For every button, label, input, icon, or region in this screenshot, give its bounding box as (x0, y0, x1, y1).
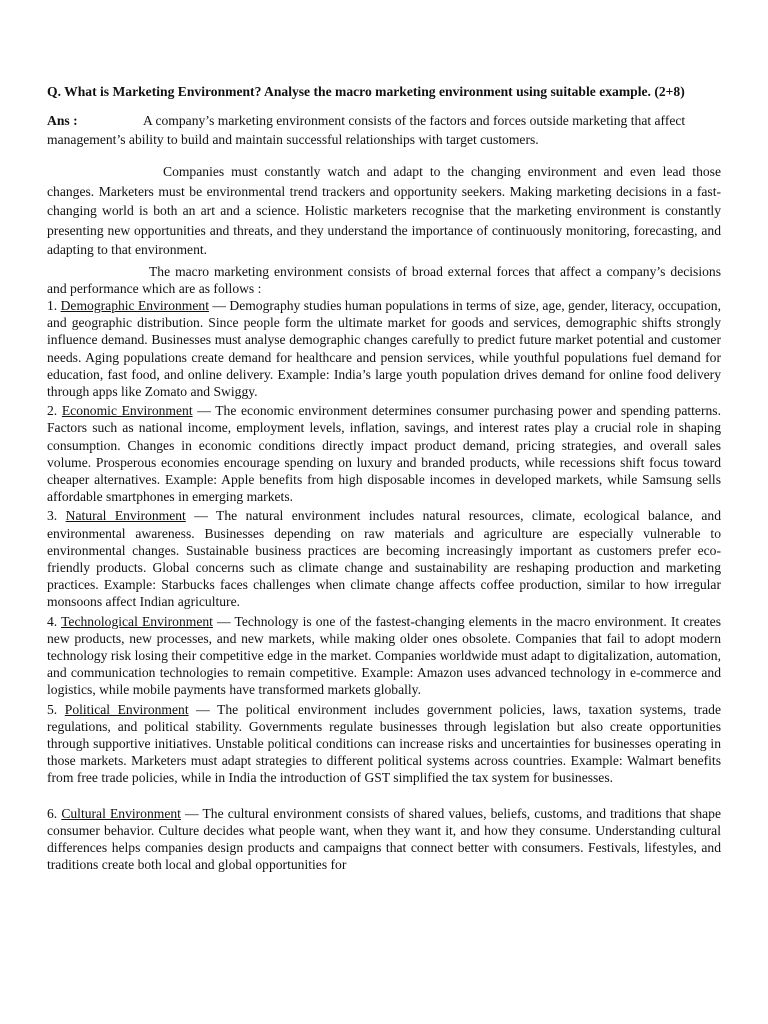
spacer (47, 789, 721, 805)
item-text: — The cultural environment consists of shared values, beliefs, customs, and traditions that shape consumer behavior. Culture decides what people want, when they want it, and how they consume. Understanding cultural differences helps companies design products and campaigns that connect better with consumers. Festivals, lifestyles, and traditions create both local and global opportunities for (47, 805, 721, 873)
item-number: 1. (47, 297, 58, 313)
intro-paragraph: Companies must constantly watch and adapt to the changing environment and even lead those changes. Marketers must be environmental trend trackers and opportunity seekers. Making marketing decisions in a fast-changing world is both an art and a science. Holistic marketers recognise that the marketing environment is constantly presenting new opportunities and threats, and they understand the importance of continuously monitoring, forecasting, and adapting to that environment. (47, 164, 721, 257)
item-heading: Natural Environment (65, 508, 186, 524)
list-item-technological (47, 613, 721, 699)
item-text: — The natural environment includes natural resources, climate, ecological balance, and environmental awareness. Businesses depending on raw materials and agriculture are especially vulnerable to environmental changes. Sustainable business practices are becoming increasingly important as customers prefer eco-friendly products. Global concerns such as climate change and sustainability are reshaping production and marketing practices. Example: Starbucks faces challenges when climate change affects coffee production, similar to how irregular monsoons affect Indian agriculture. (47, 508, 721, 610)
item-number: 4. (47, 613, 58, 629)
item-heading: Demographic Environment (60, 297, 209, 313)
list-item-economic (47, 402, 721, 505)
item-heading: Economic Environment (61, 403, 193, 419)
list-item-cultural (47, 805, 721, 874)
item-text: — Technology is one of the fastest-changing elements in the macro environment. It creates new products, new processes, and new markets, while making older ones obsolete. Companies that fail to adopt modern technology risk losing their competitive edge in the market. Companies worldwide must adapt to digitalization, automation, and communication technologies to remain competitive. Example: Amazon uses advanced technology in e-commerce and logistics, while mobile payments have transformed markets globally. (47, 613, 721, 698)
item-text: — The political environment includes government policies, laws, taxation systems, trade regulations, and political stability. Governments regulate businesses through legislation but also create opportunities through supportive initiatives. Unstable political conditions can increase risks and uncertainties for businesses operating in those markets. Marketers must adapt strategies to different political systems across countries. Example: Walmart benefits from free trade policies, while in India the introduction of GST simplified the tax system for businesses. (47, 701, 722, 786)
answer-text: A company’s marketing environment consists of the factors and forces outside marketing that affect management’s ability to build and maintain successful relationships with target customers. (47, 113, 686, 147)
list-item-natural (47, 507, 721, 610)
item-heading: Technological Environment (61, 613, 213, 629)
item-number: 6. (47, 805, 58, 821)
item-heading: Political Environment (64, 701, 189, 717)
list-item-demographic (47, 297, 721, 400)
question-heading: Q. What is Marketing Environment? Analyse the macro marketing environment using suitable example. (2+8) (47, 84, 685, 99)
list-item-political (47, 701, 721, 787)
item-number: 2. (47, 403, 58, 419)
item-number: 3. (47, 508, 58, 524)
item-heading: Cultural Environment (61, 805, 181, 821)
answer-label: Ans : (47, 113, 78, 128)
item-number: 5. (47, 701, 58, 717)
macro-environment-paragraph: The macro marketing environment consists of broad external forces that affect a company’s decisions and performance which are as follows : (47, 263, 721, 296)
answer-definition (47, 111, 721, 149)
item-text: — The economic environment determines consumer purchasing power and spending patterns. Factors such as national income, employment levels, inflation, savings, and interest rates play a crucial role in shaping consumption. Changes in economic conditions directly impact product demand, pricing strategies, and overall sales volume. Prosperous economies encourage spending on luxury and branded products, while recessions shift focus toward cheaper alternatives. Example: Apple benefits from high disposable incomes in developed markets, while Samsung sells affordable smartphones in emerging markets. (47, 403, 721, 505)
item-text: — Demography studies human populations in terms of size, age, gender, literacy, occupation, and geographic distribution. Since people form the ultimate market for goods and services, demographic shifts strongly influence demand. Businesses must analyse demographic changes carefully to predict future market potential and customer needs. Aging populations create demand for healthcare and pension services, while youthful populations fuel demand for education, fast food, and online delivery. Example: India’s large youth population drives demand for online food delivery through apps like Zomato and Swiggy. (47, 297, 722, 399)
